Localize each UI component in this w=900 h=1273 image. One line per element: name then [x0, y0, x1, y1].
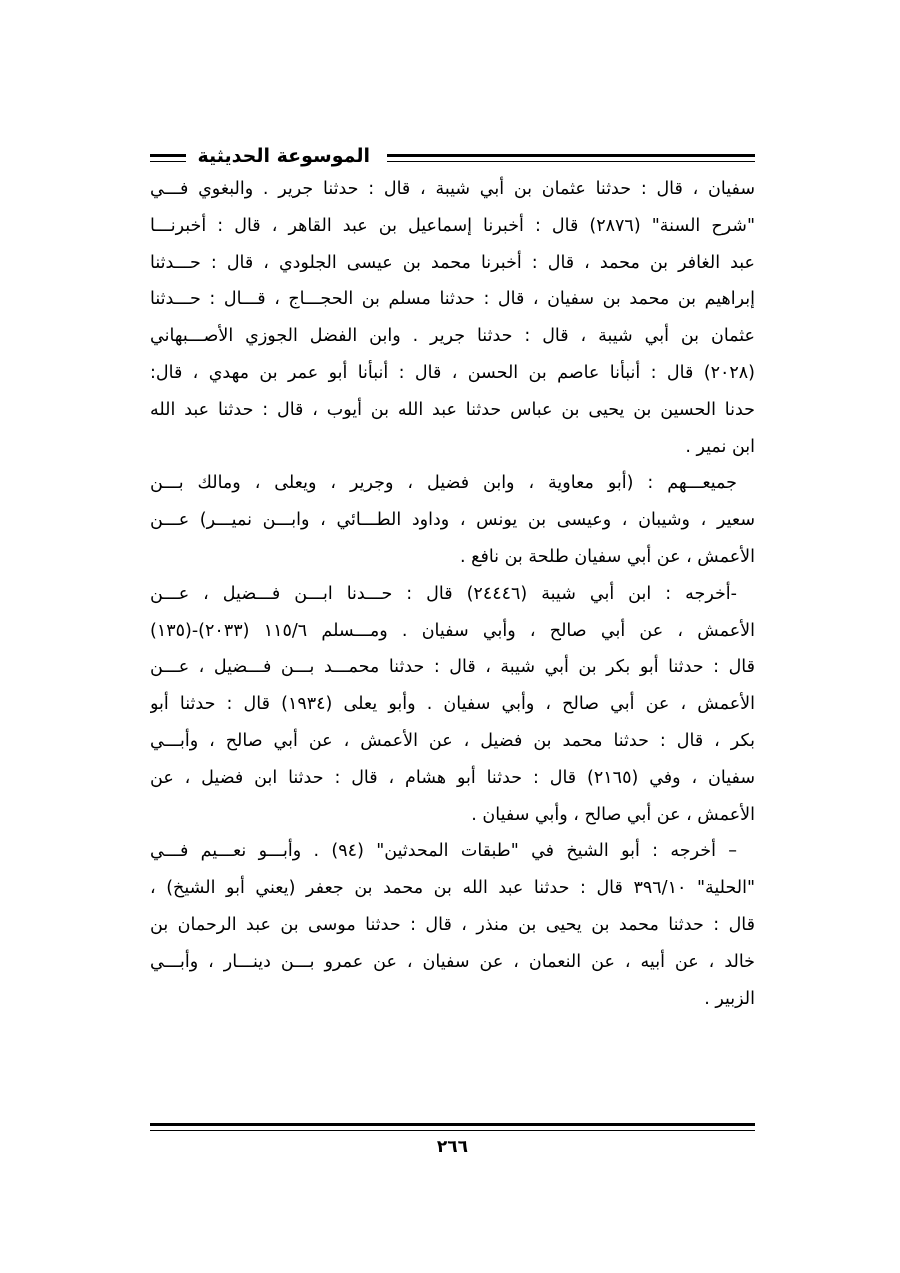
body-text — [150, 171, 755, 1017]
text-line: الأعمش ، عن أبي صالح ، وأبي سفيان . ومـــسلم ١١٥/٦ (٢٠٣٣)-(١٣٥) — [150, 620, 755, 641]
header-rule-long — [387, 154, 755, 162]
text-line: جميعـــهم : (أبو معاوية ، وابن فضيل ، وجرير ، ويعلى ، ومالك بـــن — [150, 473, 737, 494]
text-line: (٢٠٢٨) قال : أنبأنا عاصم بن الحسن ، قال : أنبأنا أبو عمر بن مهدي ، قال: — [150, 362, 755, 383]
text-line: عبد الغافر بن محمد ، قال : أخبرنا محمد بن عيسى الجلودي ، قال : حـــدثنا — [150, 252, 755, 273]
text-line: الأعمش ، عن أبي سفيان طلحة بن نافع . — [460, 546, 755, 567]
text-line: بكر ، قال : حدثنا محمد بن فضيل ، عن الأعمش ، عن أبي صالح ، وأبـــي — [150, 730, 755, 751]
header-title: الموسوعة الحديثية — [197, 145, 370, 167]
text-line: سفيان ، وفي (٢١٦٥) قال : حدثنا أبو هشام ، قال : حدثنا ابن فضيل ، عن — [150, 767, 755, 788]
text-line: إبراهيم بن محمد بن سفيان ، قال : حدثنا مسلم بن الحجـــاج ، قـــال : حـــدثنا — [150, 289, 755, 310]
text-line: ابن نمير . — [685, 436, 755, 457]
page-number: ٢٦٦ — [436, 1137, 469, 1157]
text-line: -أخرجه : ابن أبي شيبة (٢٤٤٤٦) قال : حـــدنا ابـــن فـــضيل ، عـــن — [150, 583, 737, 604]
footer-rule — [150, 1123, 755, 1131]
text-line: خالد ، عن أبيه ، عن النعمان ، عن سفيان ، عن عمرو بـــن دينـــار ، وأبـــي — [150, 951, 755, 972]
text-line: سفيان ، قال : حدثنا عثمان بن أبي شيبة ، قال : حدثنا جرير . والبغوي فـــي — [150, 179, 755, 199]
text-line: قال : حدثنا محمد بن يحيى بن منذر ، قال : حدثنا موسى بن عبد الرحمان بن — [150, 914, 755, 935]
text-line: عثمان بن أبي شيبة ، قال : حدثنا جرير . وابن الفضل الجوزي الأصـــبهاني — [150, 326, 755, 347]
text-line: – أخرجه : أبو الشيخ في "طبقات المحدثين" (٩٤) . وأبـــو نعـــيم فـــي — [150, 841, 737, 862]
text-line: قال : حدثنا أبو بكر بن أبي شيبة ، قال : حدثنا محمـــد بـــن فـــضيل ، عـــن — [150, 657, 755, 678]
text-line: الأعمش ، عن أبي صالح ، وأبي سفيان . وأبو يعلى (١٩٣٤) قال : حدثنا أبو — [150, 694, 755, 715]
text-line: سعير ، وشيبان ، وعيسى بن يونس ، وداود الطـــائي ، وابـــن نميـــر) عـــن — [150, 510, 755, 531]
text-line: "الحلية" ٣٩٦/١٠ قال : حدثنا عبد الله بن محمد بن جعفر (يعني أبو الشيخ) ، — [150, 878, 755, 899]
header-rule-short — [150, 154, 186, 162]
text-line: حدنا الحسين بن يحيى بن عباس حدثنا عبد الله بن أيوب ، قال : حدثنا عبد الله — [150, 399, 755, 420]
text-line: الأعمش ، عن أبي صالح ، وأبي سفيان . — [471, 804, 755, 825]
text-line: الزبير . — [704, 988, 755, 1009]
text-line: "شرح السنة" (٢٨٧٦) قال : أخبرنا إسماعيل بن عبد القاهر ، قال : أخبرنـــا — [150, 215, 755, 236]
